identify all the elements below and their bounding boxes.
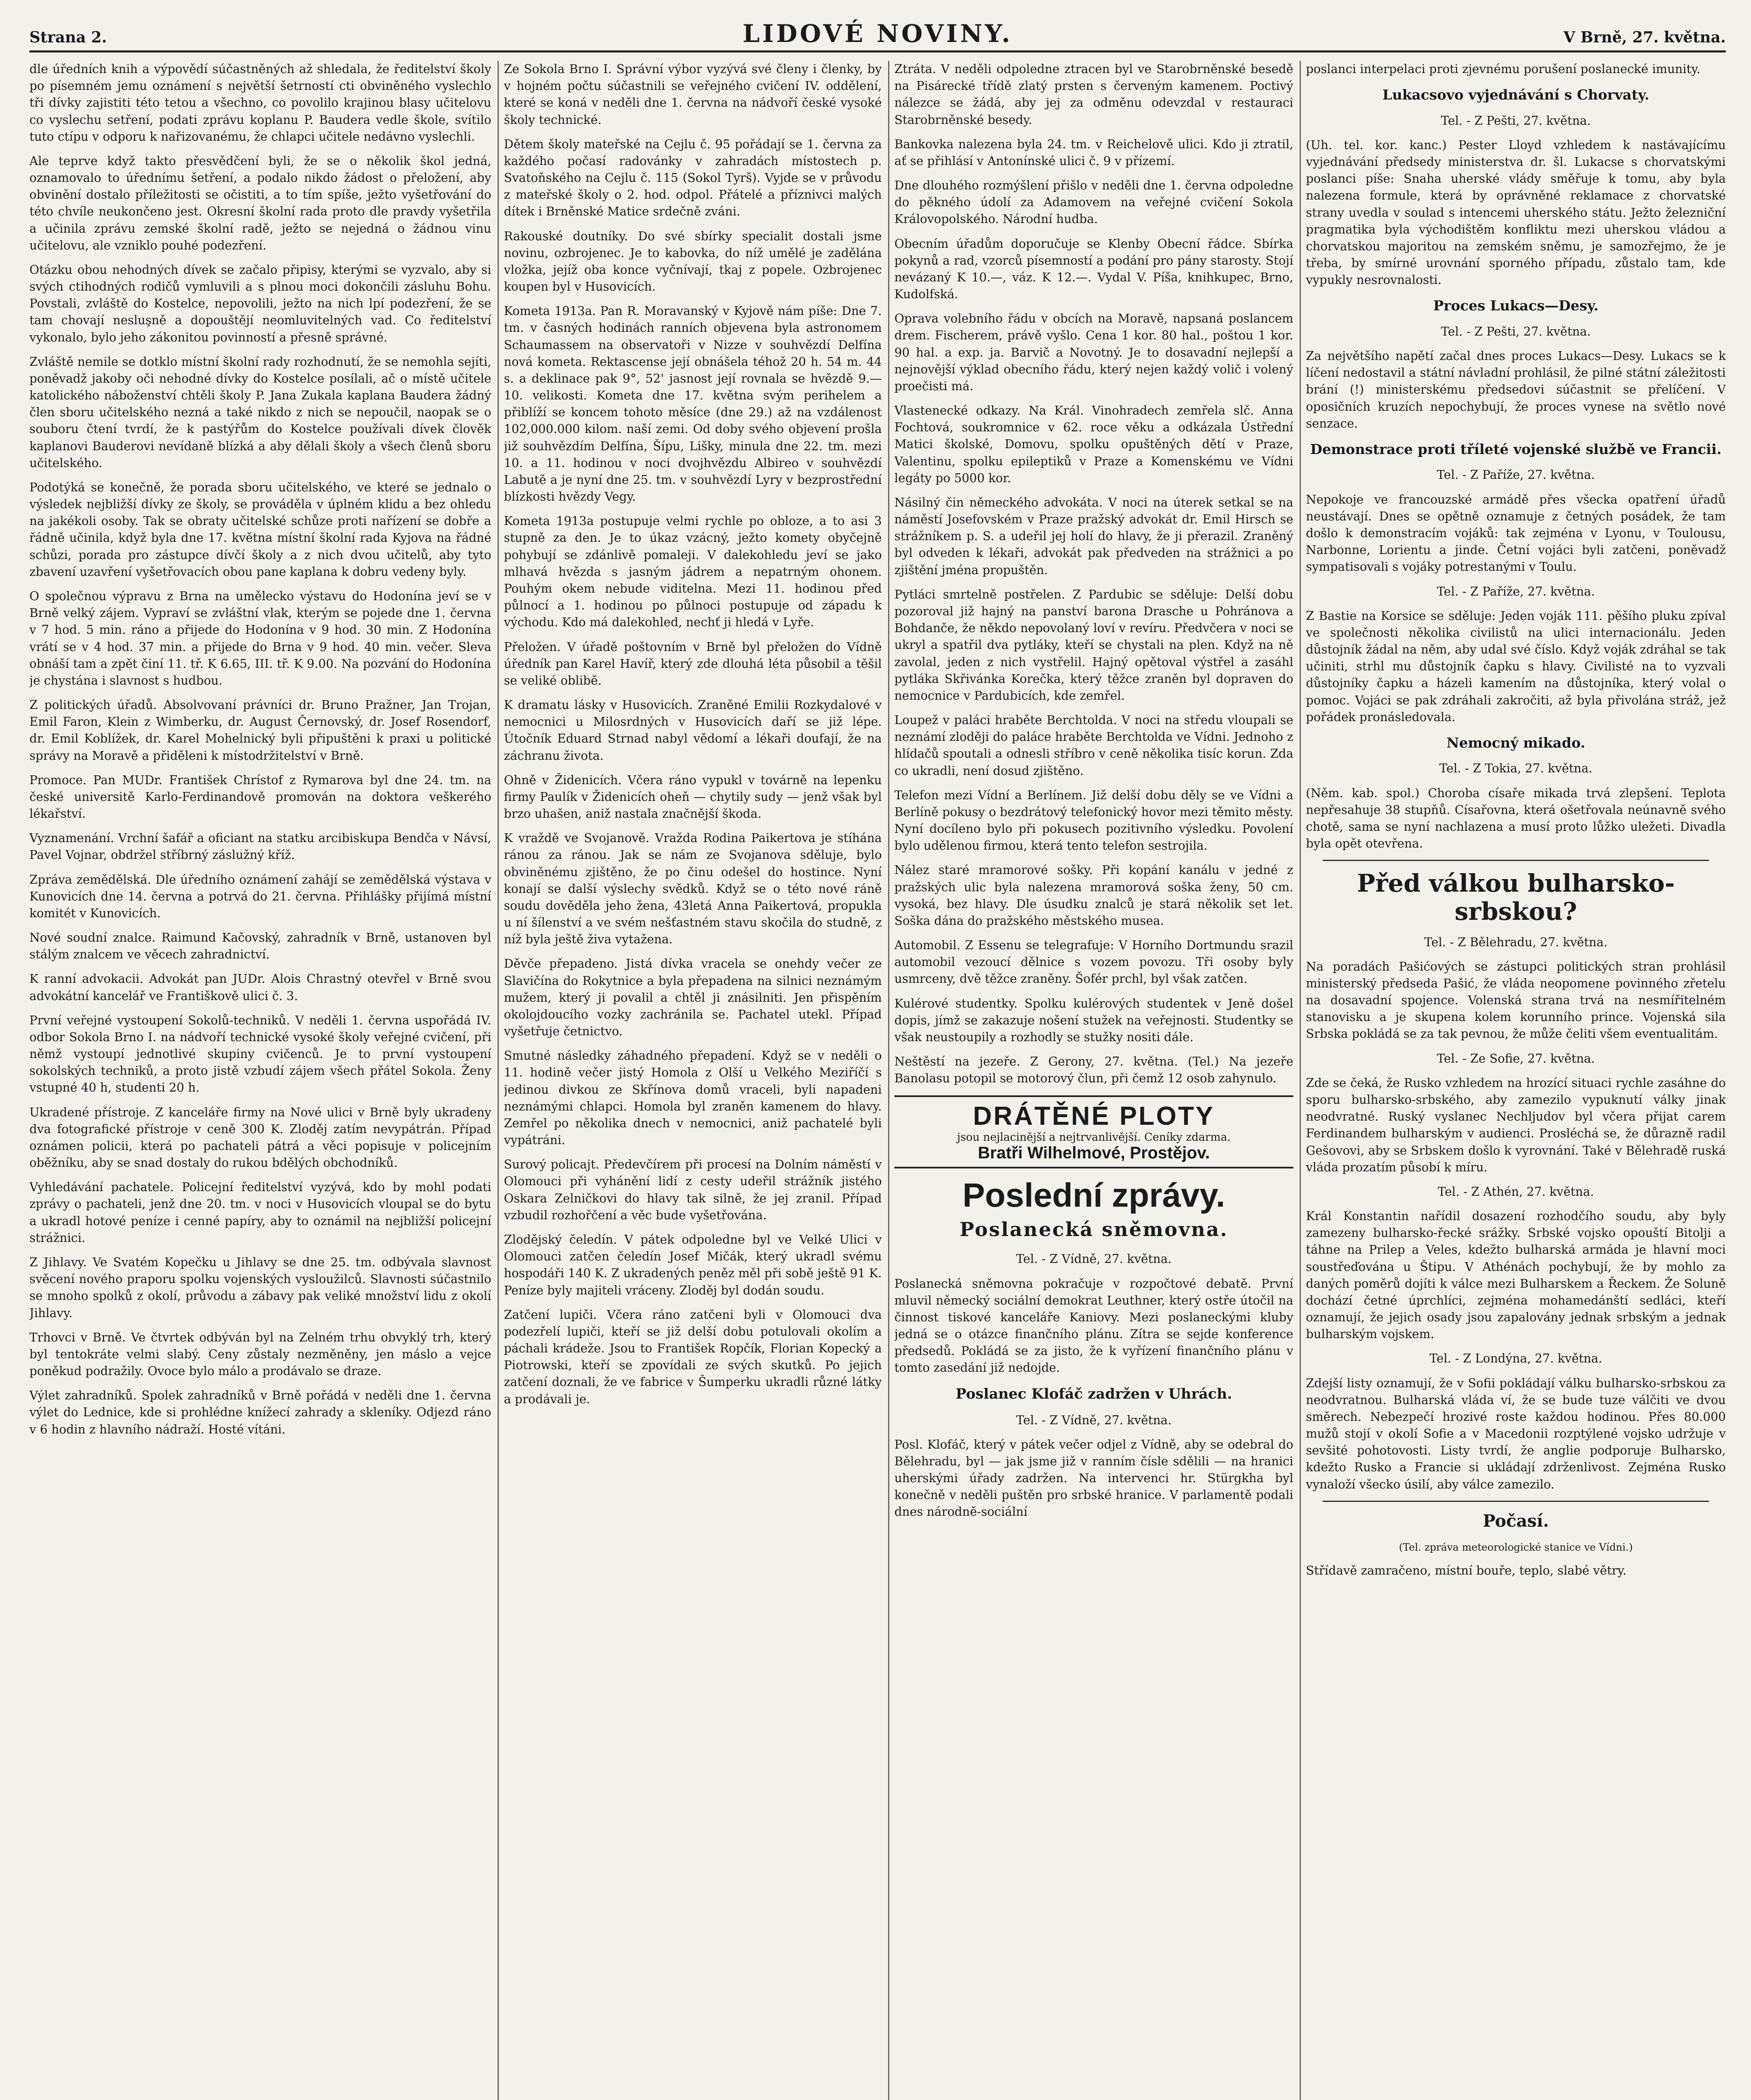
- article-paragraph: Bankovka nalezena byla 24. tm. v Reichelově ulici. Kdo ji ztratil, ať se přihlásí v Antonínské ulici č. 9 v přízemí.: [894, 137, 1293, 168]
- issue-date: V Brně, 27. května.: [1563, 29, 1726, 46]
- article-paragraph: Násilný čin německého advokáta. V noci na úterek setkal se na náměstí Josefovském v Praze pražský advokát dr. Emil Hirsch se strážníkem p. S. a udeřil jej holí do hlavy, že ji přerazil. Zraněný byl odveden k lékaři, advokát pak předveden na strážnici a po zjištění jména propuštěn.: [894, 495, 1293, 577]
- dateline: Tel. - Ze Sofie, 27. května.: [1436, 1051, 1595, 1066]
- article-paragraph: Pytláci smrtelně postřelen. Z Pardubic se sděluje: Delší dobu pozoroval již hajný na panství barona Drasche u Pohránova a Bohdanče, že někdo nepovolaný loví v revíru. Předvčera v noci se ukryl a spatřil dva pytláky, kteří se chystali na plen. Když na ně zavolal, jeden z nich vystřelil. Hajný opětoval výstřel a zasáhl pytláka Skřivánka Korečka, který těžce zraněn byl dopraven do nemocnice v Pardubicích, kde zemřel.: [894, 587, 1293, 703]
- section-subtitle: Poslanecká sněmovna.: [959, 1218, 1228, 1241]
- dateline: Tel. - Z Bělehradu, 27. května.: [1424, 935, 1608, 949]
- article-paragraph: Automobil. Z Essenu se telegrafuje: V Horního Dortmundu srazil automobil vezoucí dělnice s vozem povozu. Tři osoby byly usmrceny, dvě těžce zraněny. Šofér prchl, byl však zatčen.: [894, 938, 1293, 986]
- column-1: [29, 61, 491, 2100]
- dateline: Tel. - Z Londýna, 27. května.: [1429, 1352, 1602, 1366]
- article-paragraph: Nález staré mramorové sošky. Při kopání kanálu v jedné z pražských ulic byla nalezena mramorová soška ženy, 50 cm. vysoká, bez hlavy. Dle úsudku znalců je stará několik set let. Soška dána do pražského městského musea.: [894, 863, 1293, 928]
- article-paragraph: Děvče přepadeno. Jistá dívka vracela se onehdy večer ze Slavičína do Rokytnice a byla přepadena na silnici neznámým mužem, který ji povalil a chtěl ji znásilniti. Jen přispěním okolojdoucího vozky zachránila se. Pachatel utekl. Případ vyšetřuje četnictvo.: [504, 957, 882, 1039]
- dateline: Tel. - Z Vídně, 27. května.: [1016, 1252, 1172, 1266]
- column-3: [894, 61, 1293, 2100]
- article-paragraph: Otázku obou nehodných dívek se začalo připisy, kterými se vyzvalo, aby si svých ctihodných rodičů vymluvili a s plnou moci dokončili zásluhu Bohu. Povstali, zvláště do Kostelce, nepovolili, ježto na nich lpí podezření, že se tam chovají nesluşně a dopouštějí neomluvitelných vad. Co ředitelství vykonalo, bylo jeho zákonitou povinností a přesně správné.: [29, 262, 491, 344]
- ad-title: DRÁTĚNÉ PLOTY: [973, 1102, 1215, 1131]
- article-paragraph: Nepokoje ve francouzské armádě přes všecka opatření úřadů neustávají. Dnes se opětně oznamuje z četných posádek, že tam došlo k demonstracím vojáků: tak zejména v Lyonu, v Toulousu, Narbonne, Lorientu a jinde. Četní vojáci byli zatčeni, poněvadž sympatisovali s vojáky potrestanými v Toulu.: [1306, 492, 1726, 574]
- article-paragraph: Dne dlouhého rozmýšlení přišlo v neděli dne 1. června odpoledne do pěkného údolí za Adamovem na veřejné cvičení Sokola Královopolského. Národní hudba.: [894, 178, 1293, 226]
- article-heading: Poslanec Klofáč zadržen v Uhrách.: [955, 1385, 1232, 1402]
- article-paragraph: Ze Sokola Brno I. Správní výbor vyzývá své členy i členky, by v hojném počtu súčastnili se veřejného cvičení IV. oddělení, které se koná v neděli dne 1. června na nádvoří české vysoké školy technické.: [504, 62, 882, 127]
- dateline: Tel. - Z Paříže, 27. května.: [1436, 468, 1595, 482]
- newspaper-title: LIDOVÉ NOVINY.: [742, 19, 1013, 48]
- article-paragraph: Vyhledávání pachatele. Policejní ředitelství vyzývá, kdo by mohl podati zprávy o pachateli, jenž dne 20. tm. v noci v Husovicích vloupal se do bytu a ukradl hotové peníze i cenné papíry, aby to oznámil na nejbližší policejní strážnici.: [29, 1180, 491, 1245]
- article-paragraph: Výlet zahradníků. Spolek zahradníků v Brně pořádá v neděli dne 1. června výlet do Lednice, kde si prohlédne knížecí zahrady a skleníky. Odjezd ráno v 6 hodin z hlavního nádraží. Hosté vítáni.: [29, 1389, 491, 1436]
- article-paragraph: Kometa 1913a. Pan R. Moravanský v Kyjově nám píše: Dne 7. tm. v časných hodinách ranních objevena byla astronomem Schaumassem na observatoři v Nizze v souhvězdí Delfína nová kometa. Rektascense její obnášela téhož 20 h. 54 m. 44 s. a deklinace pak 9°, 52' jasnost její rovnala se hvězdě 9.—10. velikosti. Kometa dne 17. května svým perihelem a přiblíží se koncem tohoto měsíce (dne 29.) až na vzdálenost 102,000.000 kilom. naší zemi. Od doby svého objevení prošla již souhvězdím Delfína, Šípu, Lišky, minula dne 22. tm. mezi 10. a 11. hodinou v noci dvojhvězdu Albireo v souhvězdí Labutě a je nyní dne 25. tm. v souhvězdí Lyry v bezprostřední blízkosti hvězdy Vegy.: [504, 304, 882, 504]
- article-paragraph: Zpráva zemědělská. Dle úředního oznámení zahájí se zemědělská výstava v Kunovicích dne 14. června a potrvá do 21. června. Přihlášky přijímá místní komitét v Kunovicích.: [29, 872, 491, 920]
- column-4: [1306, 61, 1726, 2100]
- article-paragraph: Z Jihlavy. Ve Svatém Kopečku u Jihlavy se dne 25. tm. odbývala slavnost svěcení nového praporu spolku vojenských vysloužilců. Slavnosti súčastnilo se mnoho spolků z okolí, průvodu a zábavy pak veliké množství lidu z okolí Jihlavy.: [29, 1255, 491, 1320]
- article-paragraph: Oprava volebního řádu v obcích na Moravě, napsaná poslancem drem. Fischerem, právě vyšlo. Cena 1 kor. 80 hal., poštou 1 kor. 90 hal. a exp. ja. Barvič a Novotný. Je to dosavadní nejlepší a nejnovější výklad obecního řádu, který nejen každý volič i volený proečisti má.: [894, 312, 1293, 393]
- article-heading: Proces Lukacs—Desy.: [1433, 297, 1599, 314]
- article-paragraph: Kometa 1913a postupuje velmi rychle po obloze, a to asi 3 stupně za den. Je to úkaz vzácný, ježto komety obyčejně pohybují se zdánlivě pomaleji. V dalekohledu jeví se jako mlhavá hvězda s jasným jádrem a nepatrným ohonem. Pouhým okem nebude viditelna. Mezi 11. hodinou před půlnocí a 1. hodinou po půlnoci postupuje od západu k východu. Kdo má dalekohled, nechť ji hledá v Lyře.: [504, 514, 882, 630]
- ad-firm: Bratři Wilhelmové, Prostějov.: [978, 1144, 1210, 1163]
- column-rule: [1300, 61, 1301, 2100]
- advertisement: [894, 1095, 1293, 1168]
- article-paragraph: Ztráta. V neděli odpoledne ztracen byl ve Starobrněnské besedě na Pisárecké třídě zlatý prsten s červeným kamenem. Poctivý nálezce se žádá, aby jej za odměnu odevzdal v restauraci Starobrněnské besedy.: [894, 62, 1293, 127]
- dateline: Tel. - Z Athén, 27. května.: [1437, 1184, 1594, 1199]
- dateline: Tel. - Z Pešti, 27. května.: [1441, 324, 1591, 339]
- article-paragraph: Zde se čeká, že Rusko vzhledem na hrozící situaci rychle zasáhne do sporu bulharsko-srbského, aby zamezilo vypuknutí války jinak neodvratné. Ruský vyslanec Nechljudov byl včera přijat carem Ferdinandem bulharským v audienci. Prosléchá se, že důrazně radil Gešovovi, aby se Srbskem došlo k vyrovnání. Také v Bělehradě ruská vláda prozatím působí k míru.: [1306, 1076, 1726, 1174]
- article-paragraph: K vraždě ve Svojanově. Vražda Rodina Paikertova je stíhána ránou za ránou. Jak se nám ze Svojanova sděluje, bylo obviněnému zjištěno, že po činu odešel do hostince. Nyní konají se další výslechy svědků. Když se o této nové ráně soudu dověděla jeho žena, 43letá Anna Paikertová, propukla u ní šílenství a ve svém nešťastném stavu skočila do studně, z níž byla ještě živa vytažena.: [504, 831, 882, 947]
- article-paragraph: Poslanecká sněmovna pokračuje v rozpočtové debatě. První mluvil německý sociální demokrat Leuthner, který ostře útočil na činnost tiskové kanceláře Kaniovy. Mezi poslaneckými kluby jedná se o otázce finančního plánu. Zítra se sejde konference předsedů. Pokládá se za jisto, že k vyřízení finančního plánu v tomto zasedání již nedojde.: [894, 1276, 1293, 1375]
- article-paragraph: Telefon mezi Vídní a Berlínem. Již delší dobu děly se ve Vídni a Berlíně pokusy o bezdrátový telefonický hovor mezi těmito městy. Nyní docíleno bylo při pokusech pozitivního výsledku. Povolení bylo udělenou firmou, která tento telefon sestrojila.: [894, 788, 1293, 853]
- article-paragraph: Obecním úřadům doporučuje se Klenby Obecní řádce. Sbírka pokynů a rad, vzorců písemností a podání pro pány starosty. Stojí nevázaný K 10.—, váz. K 12.—. Vydal V. Píša, knihkupec, Brno, Kudolfská.: [894, 236, 1293, 302]
- article-paragraph: Zdejší listy oznamují, že v Sofii pokládají válku bulharsko-srbskou za neodvratnou. Bulharská vláda ví, že se bude tuze válčiti ve dvou směrech. Nebezpečí hrozivé roste každou hodinou. Přes 80.000 mužů stojí v okolí Sofie a v Macedonii rozptýlené vojsko udržuje v sevšité pohotovosti. Listy tvrdí, že anglie podporuje Bulharsko, kdežto Rusko a Francie si ukládají zdrženlivost. Zejména Rusko vynaloží všecko úsilí, aby válce zamezilo.: [1306, 1376, 1726, 1491]
- article-paragraph: Posl. Klofáč, který v pátek večer odjel z Vídně, aby se odebral do Bělehradu, byl — jak jsme již v ranním čísle sdělili — na hranici uherskými úřady zadržen. Na intervenci hr. Stürgkha byl konečně v neděli puštěn pro srbské hranice. V parlamentě podali dnes národně-sociální: [894, 1437, 1293, 1519]
- article-paragraph: Zlodějský čeledín. V pátek odpoledne byl ve Velké Ulici v Olomouci zatčen čeledín Josef Mičák, který ukradl svému hospodáři 140 K. Z ukradených peněz měl při sobě ještě 91 K. Peníze byly majiteli vráceny. Zloděj byl dodán soudu.: [504, 1233, 882, 1297]
- divider: [1323, 1501, 1709, 1502]
- article-paragraph: Nové soudní znalce. Raimund Kačovský, zahradník v Brně, ustanoven byl stálým znalcem ve věcech zahradnictví.: [29, 931, 491, 962]
- masthead: [29, 17, 1726, 52]
- article-paragraph: Trhovci v Brně. Ve čtvrtek odbýván byl na Zelném trhu obvyklý trh, který byl tentokráte velmi slabý. Ceny zůstaly nezměněny, jen máslo a vejce poněkud podražily. Ovoce bylo málo a prodávalo se draze.: [29, 1330, 491, 1378]
- article-paragraph: Promoce. Pan MUDr. František Chrístof z Rymarova byl dne 24. tm. na české universitě Karlo-Ferdinandově promován na doktora veškerého lékařství.: [29, 773, 491, 821]
- article-paragraph: (Uh. tel. kor. kanc.) Pester Lloyd vzhledem k nastávajícímu vyjednávání předsedy ministerstva dr. šl. Lukacse s chorvatskými poslanci píše: Snaha uherské vlády směřuje k tomu, aby byla nalezena formule, která by oprávněné reklamace z chorvatské strany uvedla v soulad s intencemi uherského státu. Ježto železniční pragmatika byla východištěm konfliktu mezi uherskou vládou a chorvatskou majoritou na zemském sněmu, je samozřejmo, že je třeba, by smírné urovnání sporného případu, zůstalo tam, kde vypukly nesrovnalosti.: [1306, 138, 1726, 287]
- weather-text: Střídavě zamračeno, místní bouře, teplo, slabé větry.: [1306, 1564, 1627, 1578]
- article-heading: Lukacsovo vyjednávání s Chorvaty.: [1382, 87, 1649, 103]
- column-rule: [498, 61, 499, 2100]
- article-paragraph: Rakouské doutníky. Do své sbírky specialit dostali jsme novinu, ozbrojenec. Je to kabovka, do níž umělé je zadělána vložka, jejíž oba konce vyčnívají, tkaj z popele. Ozbrojenec koupen byl v Husovicích.: [504, 229, 882, 294]
- article-paragraph: Neštěstí na jezeře. Z Gerony, 27. května. (Tel.) Na jezeře Banolasu potopil se motorový člun, při čemž 12 osob zahynulo.: [894, 1055, 1293, 1086]
- column-rule: [888, 61, 889, 2100]
- weather-title: Počasí.: [1483, 1511, 1549, 1531]
- article-paragraph: Za největšího napětí začal dnes proces Lukacs—Desy. Lukacs se k líčení nedostavil a státní návladní prohlásil, že pilné státní záležitosti brání (!) ministerskému předsedovi súčastnit se přelíčení. V oposičních kruzích nepochybují, že proces vynese na světlo nové senzace.: [1306, 349, 1726, 430]
- article-paragraph: Loupež v paláci hraběte Berchtolda. V noci na středu vloupali se neznámí zloději do paláce hraběte Berchtolda ve Vídni. Jednoho z hlídačů spoutali a odnesli stříbro v ceně několika tisíc korun. Zda co ukradli, není dosud zjištěno.: [894, 713, 1293, 778]
- article-paragraph: Z Bastie na Korsice se sděluje: Jeden voják 111. pěšího pluku zpíval ve společnosti několika civilistů na ulici internacionálu. Jeden důstojník žádal na něm, aby udal své číslo. Když voják zdráhal se tak učiniti, strhl mu důstojník čapku s hlavy. Civilisté na to vyzvali důstojníky čapku a házeli kamením na důstojníka, který volal o pomoc. Vojáci se pak zdráhali zakročiti, až byla přivolána stráž, jež pořádek pronásledovala.: [1306, 609, 1726, 724]
- article-paragraph: Podotýká se konečně, že porada sboru učitelského, ve které se jednalo o výsledek nejbližší dívky ze školy, se prováděla v úplném klidu a bez ohledu na jakékoli osoby. Tak se obraty učitelské schůze proti nařízení se dobře a řádně učinila, když byla dne 17. května místní školní rada Kyjova na řádné schůzi, porada pro zástupce dívčí školy a z nich dvou učitelů, aby tyto zbavení uzavření vyšetřovacích obou pane kaplana k dobru vedeny byly.: [29, 480, 491, 579]
- dateline: Tel. - Z Pešti, 27. května.: [1441, 113, 1591, 128]
- article-paragraph: Zatčení lupiči. Včera ráno zatčeni byli v Olomouci dva podezřelí lupiči, kteří se již delší dobu potulovali okolím a páchali krádeže. Jsou to František Ropčík, Florian Kopecký a Piotrowski, kteří se zpovídali ze svých skutků. Po jejich zatčení doznali, že ve fabrice v Šumperku ukradli různé látky a prodávali je.: [504, 1307, 882, 1406]
- dateline: Tel. - Z Paříže, 27. května.: [1436, 584, 1595, 598]
- article-paragraph: Z politických úřadů. Absolvovaní právníci dr. Bruno Pražner, Jan Trojan, Emil Faron, Klein z Wimberku, dr. August Černovský, dr. Josef Rosendorf, dr. Emil Koblížek, dr. Karel Mohelnický byli připuštěni k praxi u politické správy na Moravě a přiděleni k místodržitelství v Brně.: [29, 698, 491, 763]
- article-paragraph: Král Konstantin nařídil dosazení rozhodčího soudu, aby byly zamezeny bulharsko-řecké srážky. Srbské vojsko opouští Bitolji a táhne na Prilep a Veles, kdežto bulharská armáda je hlavní moci soustřeďována u Štipu. V Athénách pochybují, že by mohlo za daných poměrů dojíti k válce mezi Bulharskem a Řeckem. Že Soluně dochází četné úprchlíci, zejména mohamedánští sedláci, kteří oznamují, že jejich osady jsou zapalovány jednak srbským a jednak bulharským vojskem.: [1306, 1209, 1726, 1341]
- article-paragraph: Ohně v Židenicích. Včera ráno vypukl v továrně na lepenku firmy Paulík v Židenicích oheň — chytily sudy — jenž však byl brzo uhašen, aniž nastala značnější škoda.: [504, 773, 882, 821]
- article-paragraph: Kulérové studentky. Spolku kulérových studentek v Jeně došel dopis, jímž se zakazuje nošení stužek na veřejnosti. Studentky se však neustoupily a rozhodly se stužky nositi dále.: [894, 996, 1293, 1044]
- dateline: Tel. - Z Tokia, 27. května.: [1439, 761, 1593, 776]
- section-title-latest-news: Poslední zprávy.: [962, 1176, 1225, 1214]
- article-paragraph: Surový policajt. Předevčírem při procesí na Dolním náměstí v Olomouci při vyhánění lidí z cesty udeřil strážník jistého Oskara Zelničkovi do hlavy tak silně, že jej zranil. Případ vzbudil rozhořčení a věc bude vyšetřována.: [504, 1158, 882, 1222]
- article-paragraph: (Něm. kab. spol.) Choroba císaře mikada trvá zlepšení. Teplota nepřesahuje 38 stupňů. Císařovna, která ošetřovala neúnavně svého chotě, sama se nyní nachlazena a musí proto lůžko uležeti. Divadla byla opět otevřena.: [1306, 786, 1726, 851]
- article-paragraph: K ranní advokacii. Advokát pan JUDr. Alois Chrastný otevřel v Brně svou advokátní kancelář ve Františkově ulici č. 3.: [29, 972, 491, 1003]
- article-paragraph: Ale teprve když takto přesvědčení byli, že se o několik škol jedná, oznamovalo to úřednímu šetření, a podalo nikdo žádost o přeložení, aby obvinění dostalo příležitosti se očistiti, a to tím spíše, ježto vyšetřování do této chvíle neukončeno jest. Okresní školní rada proto dle pravdy vyšetřila a učinila zprávu zemské školní radě, ježto se nejedná o žádnou vinu učitelovu, ale vzniklo pouhé podezření.: [29, 154, 491, 252]
- article-paragraph: poslanci interpelaci proti zjevnému porušení poslanecké imunity.: [1306, 62, 1701, 76]
- article-paragraph: Vyznamenání. Vrchní šafář a oficiant na statku arcibiskupa Bendča v Návsí, Pavel Vojnar, obdržel stříbrný záslužný kříž.: [29, 831, 491, 862]
- article-heading: Demonstrace proti tříleté vojenské službě ve Francii.: [1310, 441, 1722, 457]
- divider: [1323, 860, 1709, 861]
- ad-subtitle: jsou nejlacinější a nejtrvanlivější. Ceníky zdarma.: [957, 1131, 1231, 1144]
- column-2: [504, 61, 882, 2100]
- article-paragraph: Na poradách Pašićových se zástupci politických stran prohlásil ministerský předseda Pašić, že vláda neopomene povinného zřetelu na dosavadní spojence. Volenská strana trvá na nesmířitelném stanovisku a je skupena kolem korunního prince. Vojenská sila Srbska pokládá se za tak pevnou, že může čeliti všem eventualitám.: [1306, 959, 1726, 1041]
- article-paragraph: Vlastenecké odkazy. Na Král. Vinohradech zemřela slč. Anna Fochtová, soukromnice v 62. roce věku a odkázala Ústřední Matici školské, Domovu, spolku opuštěných dětí v Praze, Valentinu, spolku epileptiků v Praze a Komenskému ve Vídni legáty po 5000 kor.: [894, 404, 1293, 485]
- article-paragraph: Ukradené přístroje. Z kanceláře firmy na Nové ulici v Brně byly ukradeny dva fotografické přístroje v ceně 300 K. Zloděj zatím nevypátrán. Případ oznámen policii, která po pachateli pátrá a věci popisuje v policejním oběžníku, aby se snad dostaly do rukou bdělých obchodníků.: [29, 1105, 491, 1170]
- section-title-war: Před válkou bulharsko-srbskou?: [1357, 869, 1675, 926]
- article-paragraph: Zvláště nemile se dotklo místní školní rady rozhodnutí, že se nemohla sejíti, poněvadž jakoby oči nehodné dívky do Kostelce posílali, ač o místě učitele katolického náboženství chtěli školy P. Jana Zukala kaplana Baudera žádný člen sboru učitelského nezná a také nikdo z nich se nepoučil, naopak se o souboru čtení tvrdí, že k pastýřům do Kostelce používali dívek člověk kaplanovi Bauderovi nevídaně blízká a aby dělali školy a všech členů sboru učitelského.: [29, 354, 491, 470]
- article-paragraph: Dětem školy mateřské na Cejlu č. 95 pořádají se 1. června za každého počasí radovánky v zahradách místostech p. Svatoňského na Cejlu č. 115 (Sokol Tyrš). Vyjde se v průvodu z mateřské školy o 2. hod. odpol. Přátelé a příznivci malých dítek i Brněnské Matice srdečně zváni.: [504, 137, 882, 219]
- article-heading: Nemocný mikado.: [1446, 734, 1586, 751]
- dateline: Tel. - Z Vídně, 27. května.: [1016, 1413, 1172, 1427]
- article-paragraph: Přeložen. V úřadě poštovním v Brně byl přeložen do Vídně úředník pan Karel Havíř, který zde dlouhá léta působil a těšil se veliké oblibě.: [504, 640, 882, 688]
- page-number: Strana 2.: [29, 29, 107, 46]
- article-paragraph: K dramatu lásky v Husovicích. Zraněné Emilii Rozkydalové v nemocnici u Milosrdných v Husovicích daří se již lépe. Útočník Eduard Strnad nabyl vědomí a lékaři doufají, že na záchranu života.: [504, 698, 882, 763]
- article-paragraph: O společnou výpravu z Brna na umělecko výstavu do Hodonína jeví se v Brně velký zájem. Vypraví se zvláštní vlak, kterým se pojede dne 1. června v 7 hod. 5 min. ráno a přijede do Hodonína v 9 hod. 30 min. Z Hodonína vrátí se v 4 hod. 37 min. a přijede do Brna v 9 hod. 40 min. večer. Sleva obnáší tam a zpět činí 11. tř. K 6.65, III. tř. K 9.00. Na pozvání do Hodonína je chystána i slavnost s hudbou.: [29, 589, 491, 688]
- article-paragraph: Smutné následky záhadného přepadení. Když se v neděli o 11. hodině večer jistý Homola z Olší u Velkého Meziříčí s jedinou divkou ze Skřínova domů vraceli, byli napadeni neznámými chlapci. Homola byl zraněn kamenem do hlavy. Zemřel po několika dnech v nemocnici, aniž pachatelé byli vypátráni.: [504, 1049, 882, 1147]
- article-paragraph: dle úředních knih a výpovědí súčastněných až shledala, že ředitelství školy po písemném jemu oznámení s největší šetrností cti obviněného vyslechlo tři dívky zajistiti této tetou a všechno, co povolilo krajinou blasy učitelovu co vyslechu setření, podati zprávu koplanu P. Baudera vedle škole, svítilo tuto ctípu v odporu k nařizovanému, že chlapci učitele nedávno vyslechli.: [29, 62, 491, 144]
- article-paragraph: První veřejné vystoupení Sokolů-techniků. V neděli 1. června uspořádá IV. odbor Sokola Brno I. na nádvoří technické vysoké školy veřejné cvičení, při němž vystoupí jednotlivé skupiny cvičenců. Je to první vystoupení sokolských techniků, a proto jistě vzbudí zájem všech přátel Sokola. Ženy vstupné 40 h, studenti 20 h.: [29, 1013, 491, 1095]
- weather-source: (Tel. zpráva meteorologické stanice ve Vídni.): [1399, 1541, 1633, 1554]
